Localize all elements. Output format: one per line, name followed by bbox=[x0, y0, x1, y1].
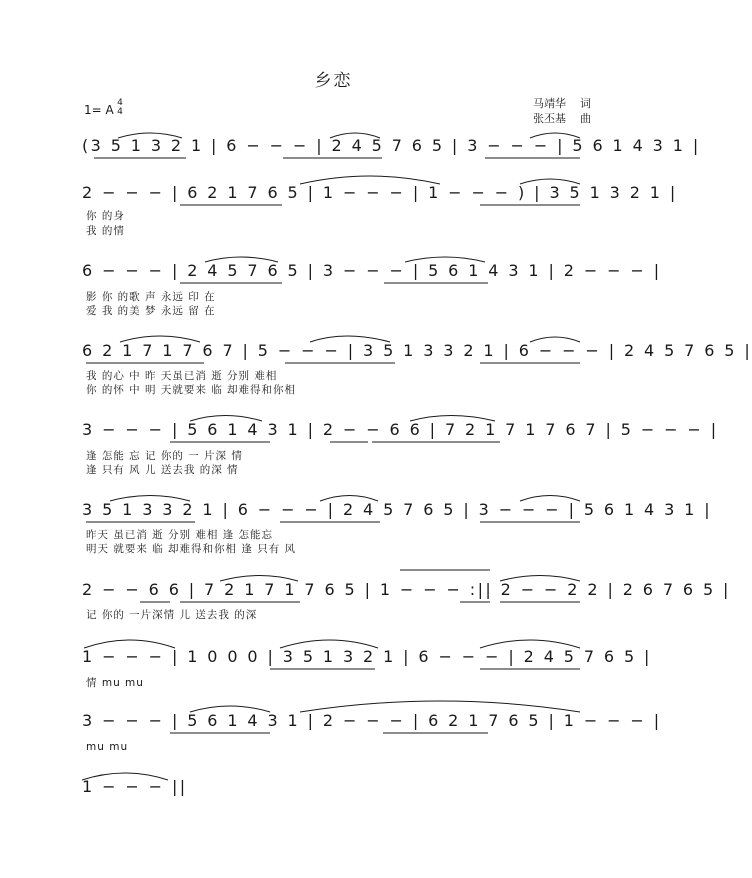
composer-credit: 张丕基 曲 bbox=[533, 112, 591, 125]
score-system-9: 3 − − − | 5 6 1 4 3 1 | 2 − − − | 6 2 1 7 6 5 | 1 − − − | bbox=[82, 711, 662, 730]
lyricist-credit: 马靖华 词 bbox=[533, 97, 591, 110]
meter-bottom: 4 bbox=[117, 107, 123, 117]
lyric-system-7: 记 你的 一片深情 儿 送去我 的深 bbox=[86, 609, 258, 621]
score-system-6: 3 5 1 3 3 2 1 | 6 − − − | 2 4 5 7 6 5 | 3 − − − | 5 6 1 4 3 1 | bbox=[82, 500, 713, 519]
lyric-verse-1-system-6: 昨天 虽已消 逝 分别 难相 逢 怎能忘 bbox=[86, 529, 274, 541]
score-system-2: 2 − − − | 6 2 1 7 6 5 | 1 − − − | 1 − − − ) | 3 5 1 3 2 1 | bbox=[82, 183, 678, 202]
lyric-verse-1-system-3: 影 你 的歌 声 永远 印 在 bbox=[86, 291, 216, 303]
song-title: 乡恋 bbox=[314, 71, 353, 91]
lyric-system-8: 情 mu mu bbox=[86, 677, 144, 689]
lyric-verse-2-system-4: 你 的怀 中 明 天就要来 临 却难得和你相 bbox=[86, 384, 297, 396]
lyric-verse-1-system-4: 我 的心 中 昨 天虽已消 逝 分别 难相 bbox=[86, 370, 278, 382]
score-system-4: 6 2 1 7 1 7 6 7 | 5 − − − | 3 5 1 3 3 2 1 | 6 − − − | 2 4 5 7 6 5 | bbox=[82, 341, 752, 360]
score-system-10: 1 − − − || bbox=[82, 777, 188, 796]
lyric-system-9: mu mu bbox=[86, 741, 129, 753]
score-system-8: 1 − − − | 1 0 0 0 | 3 5 1 3 2 1 | 6 − − − | 2 4 5 7 6 5 | bbox=[82, 647, 652, 666]
score-system-1: (3 5 1 3 2 1 | 6 − − − | 2 4 5 7 6 5 | 3 − − − | 5 6 1 4 3 1 | bbox=[82, 136, 701, 155]
lyric-verse-1-system-2: 你 的身 bbox=[86, 210, 125, 222]
score-system-7: 2 − − 6 6 | 7 2 1 7 1 7 6 5 | 1 − − − :|| 2 − − 2 2 | 2 6 7 6 5 | bbox=[82, 580, 731, 599]
lyric-verse-1-system-5: 逢 怎能 忘 记 你的 一 片深 情 bbox=[86, 450, 243, 462]
lyric-verse-2-system-5: 逢 只有 风 儿 送去我 的深 情 bbox=[86, 464, 239, 476]
key-signature: 1= A bbox=[84, 103, 114, 117]
lyric-verse-2-system-3: 爱 我 的美 梦 永远 留 在 bbox=[86, 305, 216, 317]
lyric-verse-2-system-2: 我 的情 bbox=[86, 225, 125, 237]
score-system-5: 3 − − − | 5 6 1 4 3 1 | 2 − − 6 6 | 7 2 1 7 1 7 6 7 | 5 − − − | bbox=[82, 420, 719, 439]
score-system-3: 6 − − − | 2 4 5 7 6 5 | 3 − − − | 5 6 1 4 3 1 | 2 − − − | bbox=[82, 261, 662, 280]
meter-top: 4 bbox=[117, 98, 123, 108]
lyric-verse-2-system-6: 明天 就要来 临 却难得和你相 逢 只有 风 bbox=[86, 543, 297, 555]
